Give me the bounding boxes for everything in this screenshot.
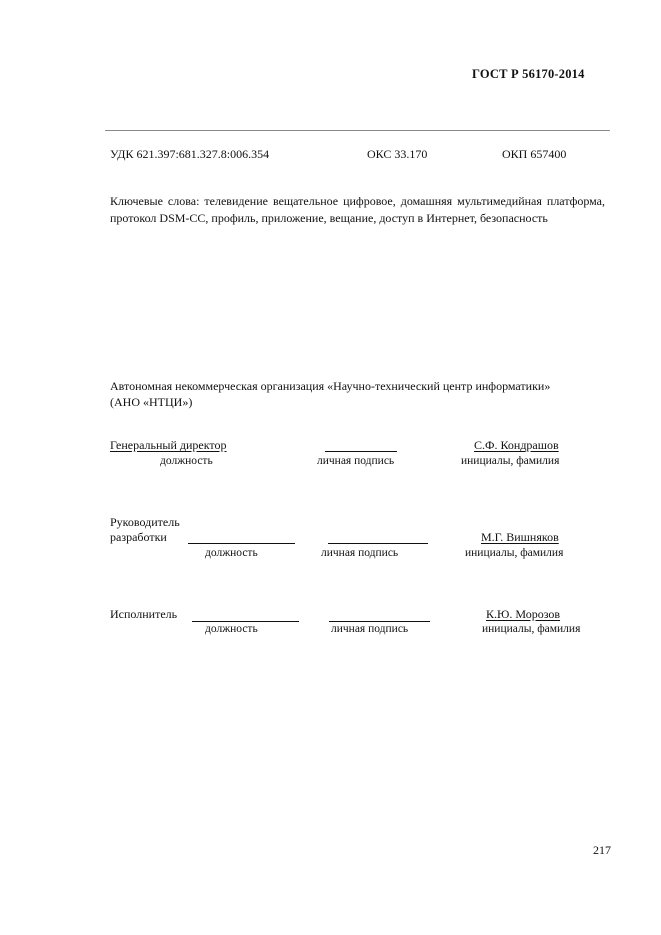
signature-1-signature-line	[325, 451, 397, 452]
signature-3-signature-line	[329, 621, 430, 622]
udk-code: УДК 621.397:681.327.8:006.354	[110, 147, 270, 161]
signature-2-caption-signature: личная подпись	[321, 547, 399, 559]
signature-2-signature-line	[328, 543, 428, 544]
signature-1-position: Генеральный директор	[110, 438, 227, 452]
page-number: 217	[593, 843, 611, 857]
organization-abbreviation: (АНО «НТЦИ»)	[110, 395, 193, 409]
signature-2-position-line	[188, 543, 295, 544]
signature-3-position: Исполнитель	[110, 607, 178, 621]
signature-2-name: М.Г. Вишняков	[481, 530, 559, 544]
signature-3-caption-signature: личная подпись	[331, 623, 409, 635]
signature-3-caption-name: инициалы, фамилия	[482, 623, 581, 635]
signature-1-caption-position: должность	[160, 455, 213, 467]
signature-2-position-line2: разработки	[110, 530, 167, 544]
oks-code: ОКС 33.170	[367, 147, 428, 161]
organization-name: Автономная некоммерческая организация «Научно-технический центр информатики»	[110, 379, 551, 393]
signature-2-position-line1: Руководитель	[110, 515, 180, 529]
signature-1-name: С.Ф. Кондрашов	[474, 438, 559, 452]
signature-1-caption-name: инициалы, фамилия	[461, 455, 560, 467]
signature-2-caption-position: должность	[205, 547, 258, 559]
organization-block	[110, 378, 608, 410]
signature-3-caption-position: должность	[205, 623, 258, 635]
header-divider	[105, 130, 610, 131]
okp-code: ОКП 657400	[502, 147, 567, 161]
keywords-paragraph: Ключевые слова: телевидение вещательное цифровое, домашняя мультимедийная платформа, протокол DSM-CC, профиль, приложение, вещание, доступ в Интернет, безопасность	[110, 194, 605, 225]
signature-3-position-line	[192, 621, 299, 622]
signature-1-caption-signature: личная подпись	[317, 455, 395, 467]
signature-2-caption-name: инициалы, фамилия	[465, 547, 564, 559]
document-header-title: ГОСТ Р 56170-2014	[472, 67, 585, 81]
signature-3-name: К.Ю. Морозов	[486, 607, 561, 621]
